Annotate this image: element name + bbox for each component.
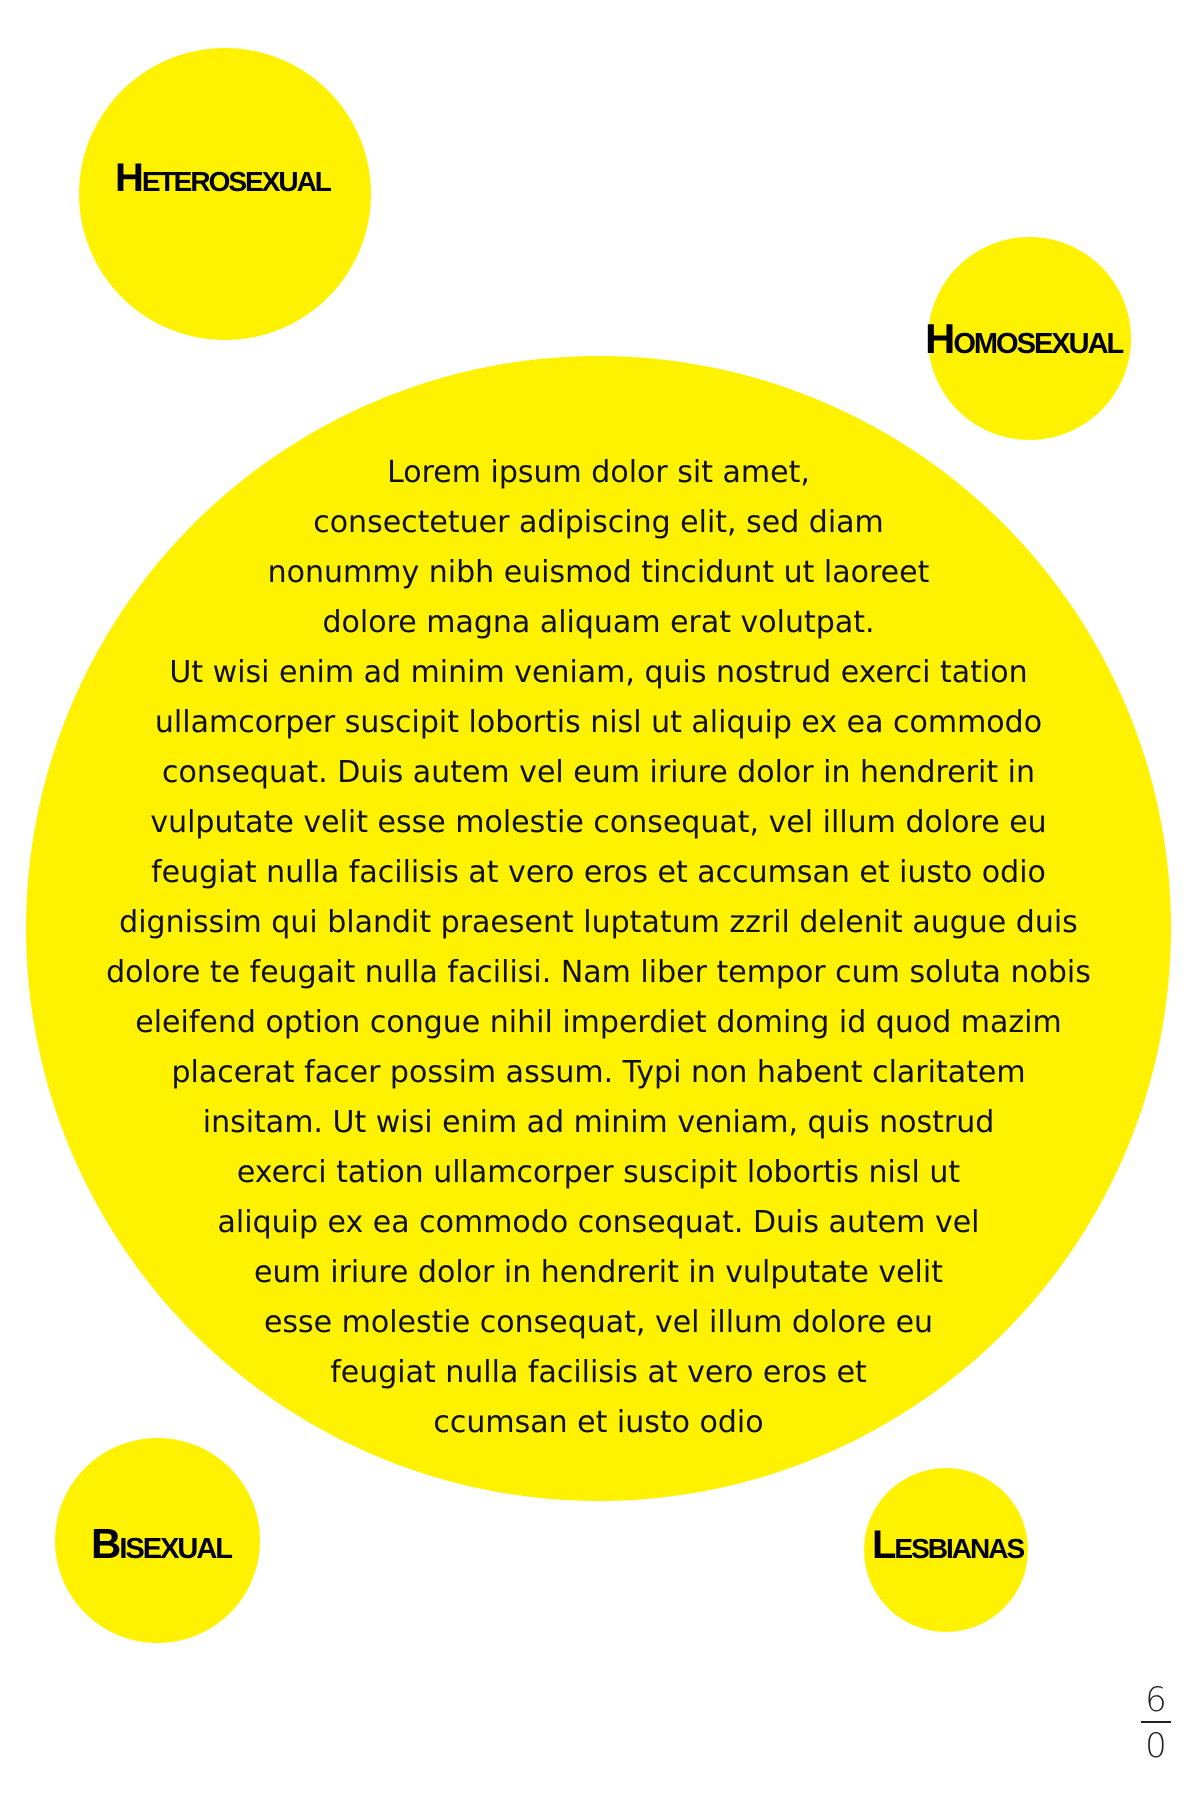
body-line: consequat. Duis autem vel eum iriure dolor in hendrerit in: [161, 755, 1036, 790]
body-line: nonummy nibh euismod tincidunt ut laoreet: [267, 555, 930, 590]
homosexual-label: Homosexual: [925, 315, 1123, 362]
body-line: ullamcorper suscipit lobortis nisl ut aliquip ex ea commodo: [154, 705, 1043, 740]
page-number-top: 6: [1145, 1680, 1167, 1720]
lesbianas-label: Lesbianas: [872, 1523, 1024, 1567]
body-line: aliquip ex ea commodo consequat. Duis autem vel: [217, 1205, 980, 1240]
body-line: dolore te feugait nulla facilisi. Nam liber tempor cum soluta nobis: [106, 955, 1091, 990]
body-line: dolore magna aliquam erat volutpat.: [322, 605, 875, 640]
body-paragraph: [26, 448, 1171, 1448]
body-line: esse molestie consequat, vel illum dolore eu: [263, 1305, 934, 1340]
body-line: Ut wisi enim ad minim veniam, quis nostrud exerci tation: [169, 655, 1028, 690]
body-line: eum iriure dolor in hendrerit in vulputate velit: [254, 1255, 943, 1290]
bisexual-label: Bisexual: [91, 1520, 232, 1567]
page-number-bottom: 0: [1145, 1726, 1167, 1766]
body-line: vulputate velit esse molestie consequat, vel illum dolore eu: [150, 805, 1047, 840]
body-line: exerci tation ullamcorper suscipit lobortis nisl ut: [236, 1155, 961, 1190]
body-line: feugiat nulla facilisis at vero eros et: [330, 1355, 867, 1390]
page-number: [1138, 1680, 1174, 1766]
body-line: dignissim qui blandit praesent luptatum zzril delenit augue duis: [119, 905, 1078, 940]
page-number-divider: [1141, 1721, 1171, 1723]
body-line: eleifend option congue nihil imperdiet doming id quod mazim: [135, 1005, 1062, 1040]
body-line: insitam. Ut wisi enim ad minim veniam, quis nostrud: [202, 1105, 995, 1140]
body-line: ccumsan et iusto odio: [433, 1405, 764, 1440]
body-line: consectetuer adipiscing elit, sed diam: [313, 505, 884, 540]
body-line: placerat facer possim assum. Typi non habent claritatem: [171, 1055, 1026, 1090]
heterosexual-label: Heterosexual: [115, 156, 330, 200]
body-line: Lorem ipsum dolor sit amet,: [387, 455, 810, 490]
body-line: feugiat nulla facilisis at vero eros et accumsan et iusto odio: [151, 855, 1046, 890]
